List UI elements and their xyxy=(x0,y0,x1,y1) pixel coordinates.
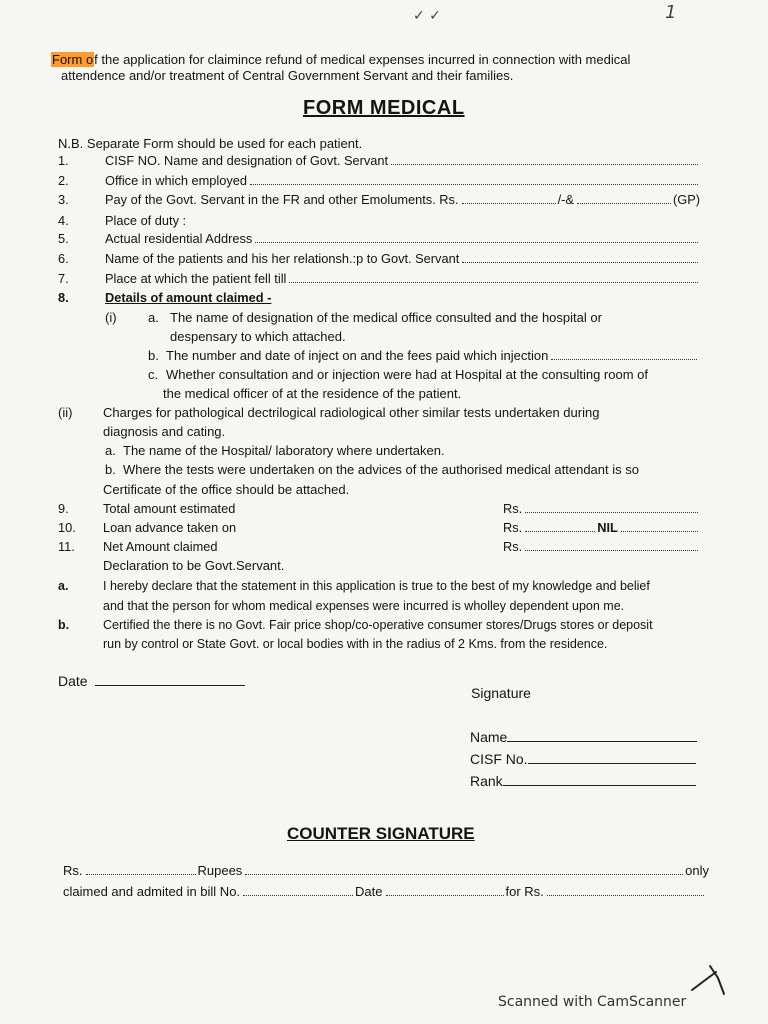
item-suffix: (GP) xyxy=(673,192,701,207)
section-ii-line-1: Charges for pathological dectrilogical radiological other similar tests undertaken during xyxy=(103,405,600,420)
counter-for-rs-fill[interactable] xyxy=(547,895,704,896)
item-label: Office in which employed xyxy=(105,173,248,188)
item-label: Actual residential Address xyxy=(105,231,253,246)
counter-rupees-row xyxy=(63,863,709,879)
section-ii-b-label: b. xyxy=(105,462,116,477)
section-i-a-line-1: The name of designation of the medical office consulted and the hospital or xyxy=(170,310,602,325)
item-number: 9. xyxy=(58,501,69,516)
fill-line[interactable] xyxy=(255,242,698,243)
section-ii-b-line-2: Certificate of the office should be attached. xyxy=(103,482,350,497)
handwritten-ticks: ✓ ✓ xyxy=(413,8,441,24)
counter-rs-label: Rs. xyxy=(63,863,83,878)
amount-label: Total amount estimated xyxy=(103,501,236,516)
item-number: 4. xyxy=(58,213,69,228)
section-ii-a-text: The name of the Hospital/ laboratory where undertaken. xyxy=(123,443,445,458)
section-i-marker: (i) xyxy=(105,310,117,325)
form-title: FORM MEDICAL xyxy=(303,97,465,119)
section-ii-marker: (ii) xyxy=(58,405,73,420)
amount-fill-line[interactable] xyxy=(525,531,595,532)
date-label: Date xyxy=(58,673,88,689)
fill-line[interactable] xyxy=(391,164,698,165)
handwritten-scribble-icon xyxy=(688,958,738,998)
signature-label: Signature xyxy=(471,685,531,701)
declaration-heading: Declaration to be Govt.Servant. xyxy=(103,558,285,573)
amount-row-9 xyxy=(58,500,700,518)
amount-fill-line[interactable] xyxy=(525,550,698,551)
declaration-b-label: b. xyxy=(58,618,70,632)
item-label: Place of duty : xyxy=(105,213,187,228)
highlighted-text: Form o xyxy=(52,52,94,67)
item-number: 5. xyxy=(58,231,69,246)
item-number: 3. xyxy=(58,192,69,207)
counter-for-rs-label: for Rs. xyxy=(505,884,544,899)
section-i-b-text: The number and date of inject on and the fees paid which injection xyxy=(166,348,549,363)
name-label: Name xyxy=(470,729,508,745)
form-item-8 xyxy=(58,289,700,307)
item-label: Details of amount claimed - xyxy=(105,290,272,305)
rs-label: Rs. xyxy=(503,501,523,516)
rank-line[interactable] xyxy=(503,773,696,786)
amount-row-10 xyxy=(58,519,700,537)
handwritten-page-number: 1 xyxy=(665,2,677,23)
section-ii-line-2: diagnosis and cating. xyxy=(103,424,226,439)
separate-form-note: N.B. Separate Form should be used for each patient. xyxy=(58,136,363,151)
rank-field xyxy=(470,773,696,789)
item-label: Name of the patients and his her relationsh.:p to Govt. Servant xyxy=(105,251,460,266)
form-item-5 xyxy=(58,230,700,248)
cisf-field xyxy=(470,751,696,767)
form-item-6 xyxy=(58,250,700,268)
form-item-2 xyxy=(58,172,700,190)
counter-claimed-label: claimed and admited in bill No. xyxy=(63,884,241,899)
fill-line[interactable] xyxy=(462,262,698,263)
rs-label: Rs. xyxy=(503,520,523,535)
section-ii-a-label: a. xyxy=(105,443,116,458)
section-i-a-label: a. xyxy=(148,310,159,325)
counter-date-fill[interactable] xyxy=(386,895,504,896)
declaration-a-line-1: I hereby declare that the statement in this application is true to the best of my knowledge and belief xyxy=(103,579,650,593)
fill-line-pay[interactable] xyxy=(462,203,556,204)
date-field xyxy=(58,673,245,689)
counter-rupees-label: Rupees xyxy=(197,863,243,878)
amount-value: NIL xyxy=(597,520,618,535)
form-item-3 xyxy=(58,191,700,209)
counter-only-label: only xyxy=(685,863,709,878)
form-item-7 xyxy=(58,270,700,288)
form-intro-line-2: attendence and/or treatment of Central Government Servant and their families. xyxy=(61,68,514,83)
amount-label: Loan advance taken on xyxy=(103,520,237,535)
item-number: 1. xyxy=(58,153,69,168)
cisf-label: CISF No. xyxy=(470,751,528,767)
section-i-b-label: b. xyxy=(148,348,159,363)
section-i-c-line-2: the medical officer of at the residence of the patient. xyxy=(163,386,462,401)
rs-label: Rs. xyxy=(503,539,523,554)
item-number: 10. xyxy=(58,520,76,535)
declaration-a-line-2: and that the person for whom medical expenses were incurred is wholley dependent upon me. xyxy=(103,599,625,613)
amount-fill-line[interactable] xyxy=(621,531,698,532)
date-line[interactable] xyxy=(95,673,245,686)
section-i-a-line-2: despensary to which attached. xyxy=(170,329,346,344)
item-label: CISF NO. Name and designation of Govt. Servant xyxy=(105,153,389,168)
fill-line[interactable] xyxy=(250,184,698,185)
amount-label: Net Amount claimed xyxy=(103,539,218,554)
amount-fill-line[interactable] xyxy=(525,512,698,513)
counter-rupees-fill[interactable] xyxy=(245,874,683,875)
counter-signature-title: COUNTER SIGNATURE xyxy=(287,824,475,843)
declaration-a-label: a. xyxy=(58,579,69,593)
cisf-line[interactable] xyxy=(528,751,696,764)
scanner-watermark: Scanned with CamScanner xyxy=(498,994,687,1010)
rank-label: Rank xyxy=(470,773,503,789)
counter-date-label: Date xyxy=(355,884,383,899)
amount-row-11 xyxy=(58,538,700,556)
item-number: 7. xyxy=(58,271,69,286)
fill-line-gp[interactable] xyxy=(577,203,671,204)
section-ii-b-text: Where the tests were undertaken on the advices of the authorised medical attendant is so xyxy=(123,462,639,477)
counter-bill-row xyxy=(63,884,706,900)
name-line[interactable] xyxy=(507,729,697,742)
fill-line[interactable] xyxy=(289,282,698,283)
counter-rs-fill[interactable] xyxy=(86,874,196,875)
fill-line[interactable] xyxy=(551,359,697,360)
form-item-4 xyxy=(58,212,700,230)
item-number: 11. xyxy=(58,539,75,554)
item-number: 8. xyxy=(58,290,69,305)
name-field xyxy=(470,729,697,745)
item-label: Place at which the patient fell till xyxy=(105,271,287,286)
form-intro-line-1: Form of the application for claimince refund of medical expenses incurred in connection with medical xyxy=(52,52,631,67)
section-i-b-row xyxy=(166,348,699,364)
section-i-c-label: c. xyxy=(148,367,159,382)
section-i-c-line-1: Whether consultation and or injection were had at Hospital at the consulting room of xyxy=(166,367,648,382)
item-number: 2. xyxy=(58,173,69,188)
item-number: 6. xyxy=(58,251,69,266)
counter-bill-fill[interactable] xyxy=(243,895,353,896)
declaration-b-line-2: run by control or State Govt. or local bodies with in the radius of 2 Kms. from the residence. xyxy=(103,637,608,651)
declaration-b-line-1: Certified the there is no Govt. Fair price shop/co-operative consumer stores/Drugs stores or deposit xyxy=(103,618,653,632)
item-label: Pay of the Govt. Servant in the FR and other Emoluments. Rs. xyxy=(105,192,459,207)
form-item-1 xyxy=(58,152,700,170)
item-separator: /-& xyxy=(557,192,574,207)
